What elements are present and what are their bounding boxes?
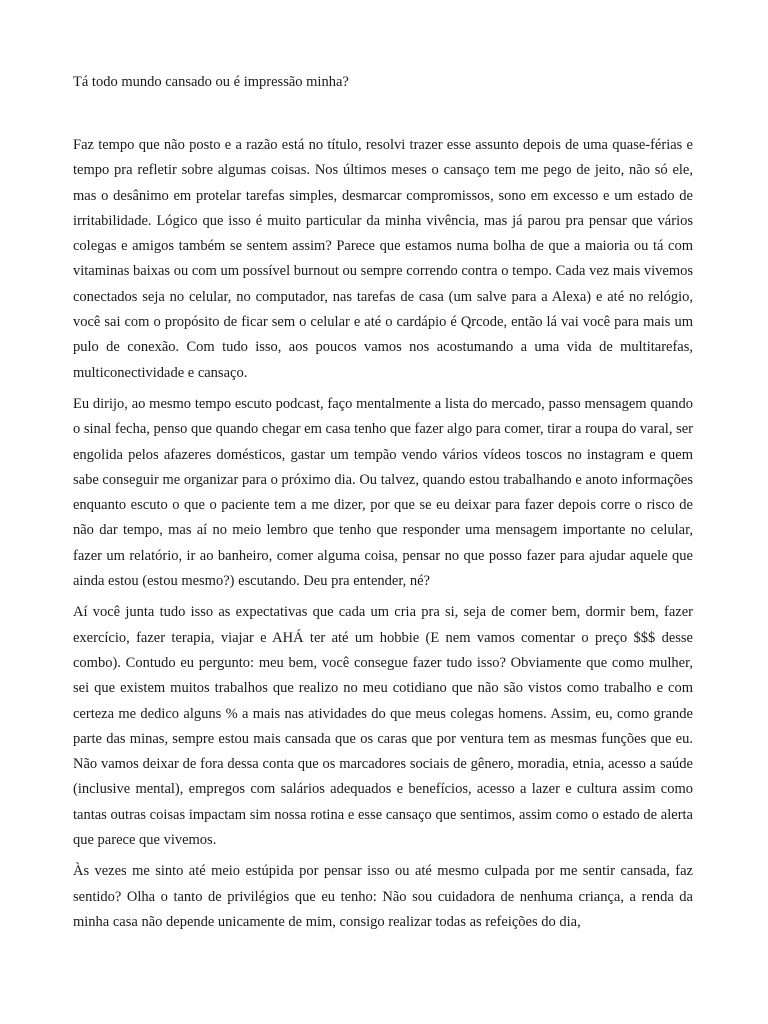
paragraph-3: Aí você junta tudo isso as expectativas que cada um cria pra si, seja de comer bem, dormir bem, fazer exercício, fazer terapia, viajar e AHÁ ter até um hobbie (E nem vamos comentar o preço $$$ desse combo). Contudo eu pergunto: meu bem, você consegue fazer tudo isso? Obviamente que como mulher, sei que existem muitos trabalhos que realizo no meu cotidiano que não são vistos como trabalho e com certeza me dedico alguns % a mais nas atividades do que meus colegas homens. Assim, eu, como grande parte das minas, sempre estou mais cansada que os caras que por ventura tem as mesmas funções que eu. Não vamos deixar de fora dessa conta que os marcadores sociais de gênero, moradia, etnia, acesso a saúde (inclusive mental), empregos com salários adequados e benefícios, acesso a lazer e cultura assim como tantas outras coisas impactam sim nossa rotina e esse cansaço que sentimos, assim como o estado de alerta que parece que vivemos. xyxy=(73,604,693,849)
paragraph-2: Eu dirijo, ao mesmo tempo escuto podcast, faço mentalmente a lista do mercado, passo mensagem quando o sinal fecha, penso que quando chegar em casa tenho que fazer algo para comer, tirar a roupa do varal, ser engolida pelos afazeres domésticos, gastar um tempão vendo vários vídeos toscos no instagram e quem sabe conseguir me organizar para o próximo dia. Ou talvez, quando estou trabalhando e anoto informações enquanto escuto o que o paciente tem a me dizer, por que se eu deixar para fazer depois corre o risco de não dar tempo, mas aí no meio lembro que tenho que responder uma mensagem importante no celular, fazer um relatório, ir ao banheiro, comer alguma coisa, pensar no que posso fazer para ajudar aquele que ainda estou (estou mesmo?) escutando. Deu pra entender, né? xyxy=(73,395,693,590)
document-title: Tá todo mundo cansado ou é impressão minha? xyxy=(73,74,349,90)
document-body xyxy=(73,133,693,941)
paragraph-1: Faz tempo que não posto e a razão está no título, resolvi trazer esse assunto depois de uma quase-férias e tempo pra refletir sobre algumas coisas. Nos últimos meses o cansaço tem me pego de jeito, não só ele, mas o desânimo em protelar tarefas simples, desmarcar compromissos, sono em excesso e um estado de irritabilidade. Lógico que isso é muito particular da minha vivência, mas já parou pra pensar que vários colegas e amigos também se sentem assim? Parece que estamos numa bolha de que a maioria ou tá com vitaminas baixas ou com um possível burnout ou sempre correndo contra o tempo. Cada vez mais vivemos conectados seja no celular, no computador, nas tarefas de casa (um salve para a Alexa) e até no relógio, você sai com o propósito de ficar sem o celular e até o cardápio é Qrcode, então lá vai você para mais um pulo de conexão. Com tudo isso, aos poucos vamos nos acostumando a uma vida de multitarefas, multiconectividade e cansaço. xyxy=(73,137,693,381)
paragraph-4: Às vezes me sinto até meio estúpida por pensar isso ou até mesmo culpada por me sentir cansada, faz sentido? Olha o tanto de privilégios que eu tenho: Não sou cuidadora de nenhuma criança, a renda da minha casa não depende unicamente de mim, consigo realizar todas as refeições do dia, xyxy=(73,863,693,930)
